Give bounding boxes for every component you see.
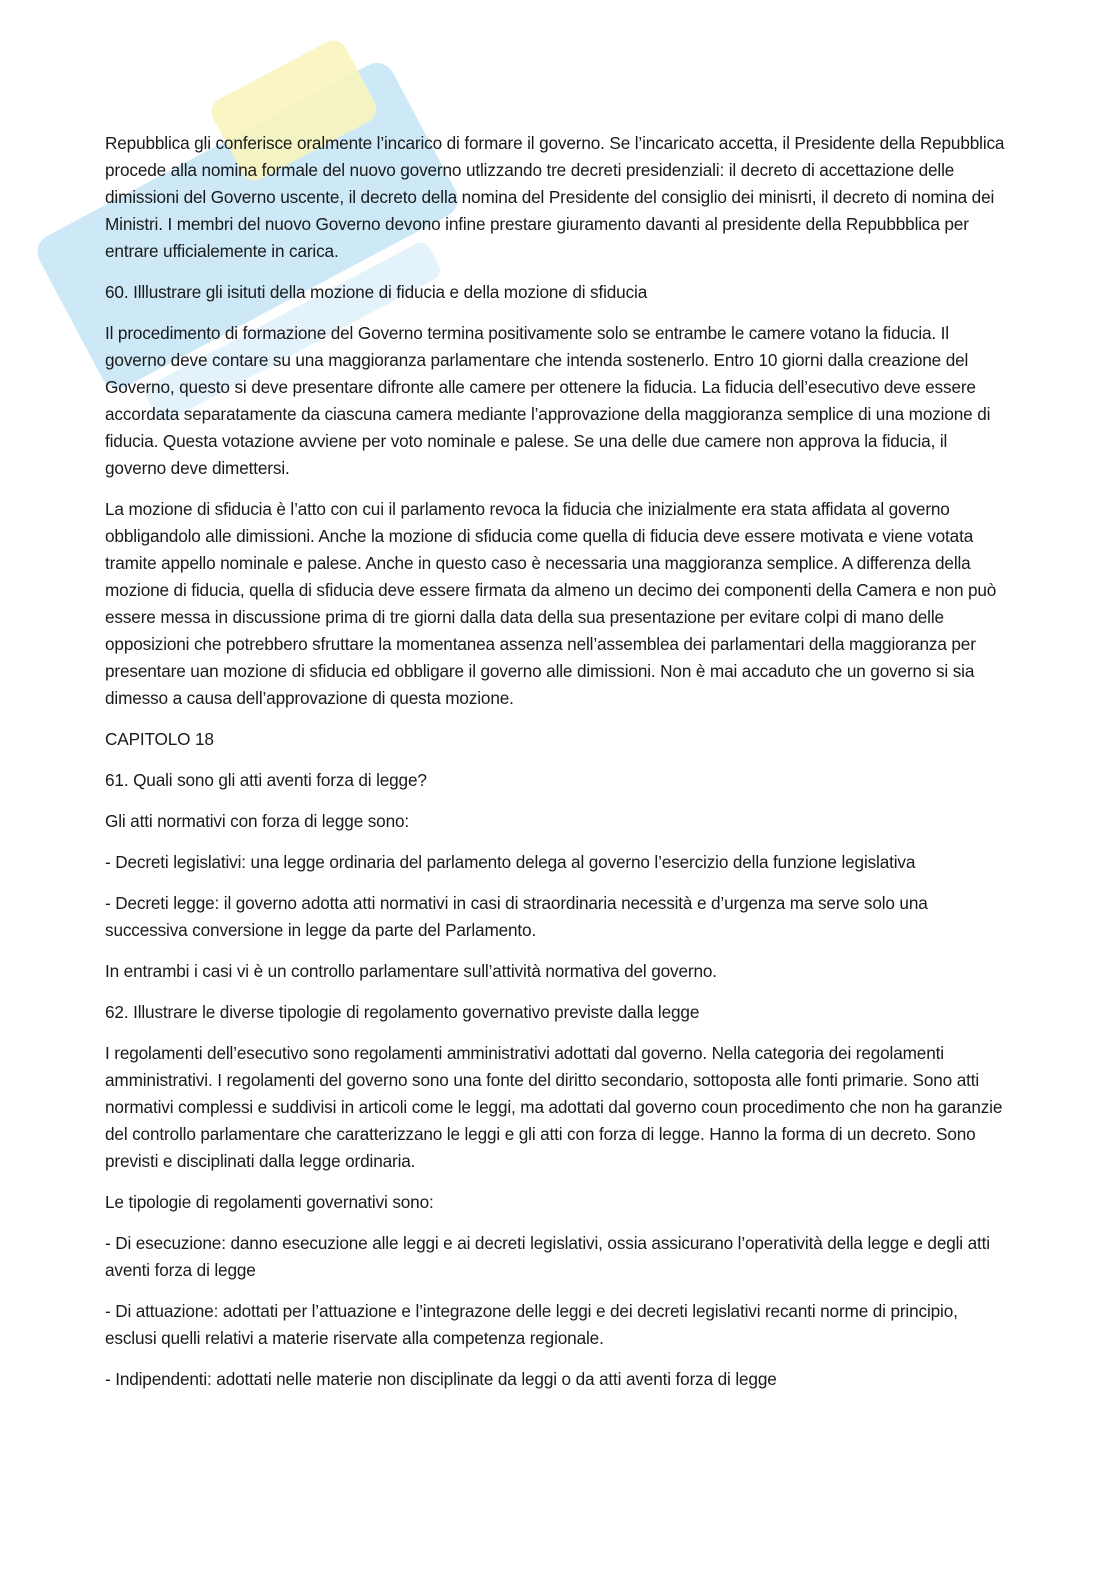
list-item-decreti-legislativi: - Decreti legislativi: una legge ordinaria del parlamento delega al governo l’esercizio della funzione legislativa <box>105 852 916 872</box>
question-60-heading: 60. Illlustrare gli isituti della mozione di fiducia e della mozione di sfiducia <box>105 282 648 302</box>
list-item-indipendenti: - Indipendenti: adottati nelle materie non disciplinate da leggi o da atti aventi forza di legge <box>105 1369 777 1389</box>
list-item-attuazione: - Di attuazione: adottati per l’attuazione e l’integrazone delle leggi e dei decreti legislativi recanti norme di principio, esclusi quelli relativi a materie riservate alla competenza regionale. <box>105 1301 958 1348</box>
paragraph-tipologie-intro: Le tipologie di regolamenti governativi sono: <box>105 1192 434 1212</box>
document-body <box>105 130 1010 1407</box>
paragraph-atti-intro: Gli atti normativi con forza di legge sono: <box>105 811 410 831</box>
paragraph-controllo-parlamentare: In entrambi i casi vi è un controllo parlamentare sull’attività normativa del governo. <box>105 961 717 981</box>
paragraph-fiducia: Il procedimento di formazione del Governo termina positivamente solo se entrambe le camere votano la fiducia. Il governo deve contare su una maggioranza parlamentare che intenda sostenerlo. Entro 10 giorni dalla creazione del Governo, questo si deve presentare difronte alle camere per ottenere la fiducia. La fiducia dell’esecutivo deve essere accordata separatamente da ciascuna camera mediante l’approvazione della maggioranza semplice di una mozione di fiducia. Questa votazione avviene per voto nominale e palese. Se una delle due camere non approva la fiducia, il governo deve dimettersi. <box>105 323 991 478</box>
list-item-decreti-legge: - Decreti legge: il governo adotta atti normativi in casi di straordinaria necessità e d’urgenza ma serve solo una successiva conversione in legge da parte del Parlamento. <box>105 893 928 940</box>
list-item-esecuzione: - Di esecuzione: danno esecuzione alle leggi e ai decreti legislativi, ossia assicurano l’operatività della legge e degli atti aventi forza di legge <box>105 1233 990 1280</box>
question-61-heading: 61. Quali sono gli atti aventi forza di legge? <box>105 770 427 790</box>
paragraph-regolamenti-esecutivo: I regolamenti dell’esecutivo sono regolamenti amministrativi adottati dal governo. Nella categoria dei regolamenti amministrativi. I regolamenti del governo sono una fonte del diritto secondario, sottoposta alle fonti primarie. Sono atti normativi complessi e suddivisi in articoli come le leggi, ma adottati dal governo coun procedimento che non ha garanzie del controllo parlamentare che caratterizzano le leggi e gli atti con forza di legge. Hanno la forma di un decreto. Sono previsti e disciplinati dalla legge ordinaria. <box>105 1043 1003 1171</box>
paragraph-sfiducia: La mozione di sfiducia è l’atto con cui il parlamento revoca la fiducia che inizialmente era stata affidata al governo obbligandolo alle dimissioni. Anche la mozione di sfiducia come quella di fiducia deve essere motivata e viene votata tramite appello nominale e palese. Anche in questo caso è necessaria una maggioranza semplice. A differenza della mozione di fiducia, quella di sfiducia deve essere firmata da almeno un decimo dei componenti della Camera e non può essere messa in discussione prima di tre giorni dalla data della sua presentazione per evitare colpi di mano delle opposizioni che potrebbero sfruttare la momentanea assenza nell’assemblea dei parlamentari della maggioranza per presentare uan mozione di sfiducia ed obbligare il governo alle dimissioni. Non è mai accaduto che un governo si sia dimesso a causa dell’approvazione di questa mozione. <box>105 499 997 708</box>
chapter-18-heading: CAPITOLO 18 <box>105 729 214 749</box>
question-62-heading: 62. Illustrare le diverse tipologie di regolamento governativo previste dalla legge <box>105 1002 700 1022</box>
paragraph-repubblica-incarico: Repubblica gli conferisce oralmente l’incarico di formare il governo. Se l’incaricato accetta, il Presidente della Repubblica procede alla nomina formale del nuovo governo utlizzando tre decreti presidenziali: il decreto di accettazione delle dimissioni del Governo uscente, il decreto della nomina del Presidente del consiglio dei minisrti, il decreto di nomina dei Ministri. I membri del nuovo Governo devono infine prestare giuramento davanti al presidente della Repubbblica per entrare ufficialemente in carica. <box>105 133 1005 261</box>
